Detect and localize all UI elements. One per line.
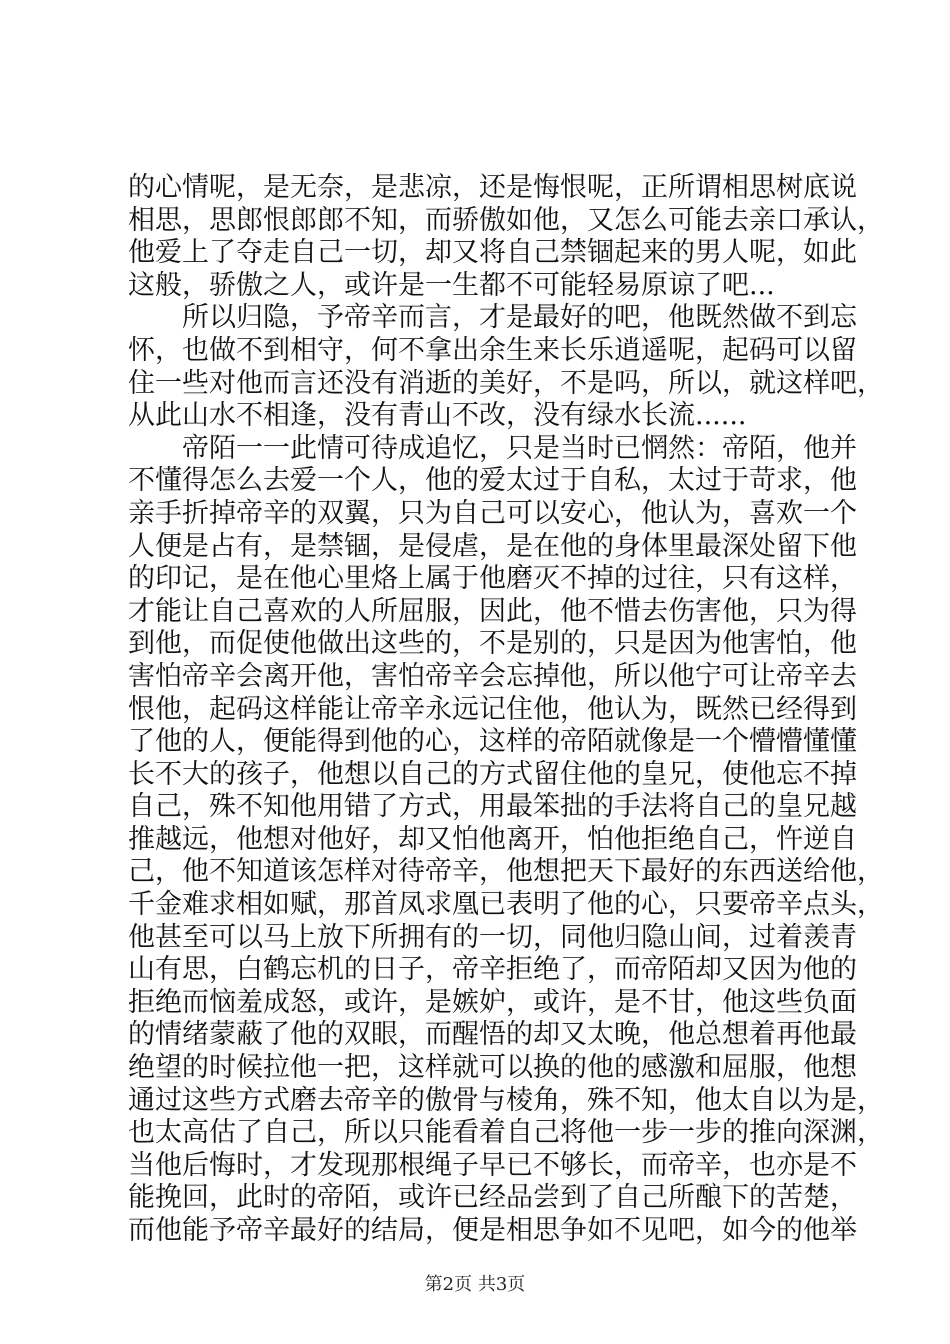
text-line: 而他能予帝辛最好的结局，便是相思争如不见吧，如今的他举 xyxy=(128,1215,857,1246)
text-line: 怀，也做不到相守，何不拿出余生来长乐逍遥呢，起码可以留 xyxy=(128,334,857,366)
page-number-footer: 第2页 共3页 xyxy=(424,1274,526,1295)
text-line: 这般，骄傲之人，或许是一生都不可能轻易原谅了吧... xyxy=(128,269,775,301)
text-line: 己，他不知道该怎样对待帝辛，他想把天下最好的东西送给他， xyxy=(128,856,884,888)
text-line: 害怕帝辛会离开他，害怕帝辛会忘掉他，所以他宁可让帝辛去 xyxy=(128,660,857,692)
text-line: 了他的人，便能得到他的心，这样的帝陌就像是一个懵懵懂懂 xyxy=(128,726,857,758)
text-line: 自己，殊不知他用错了方式，用最笨拙的手法将自己的皇兄越 xyxy=(128,791,857,823)
text-line: 当他后悔时，才发现那根绳子早已不够长，而帝辛，也亦是不 xyxy=(128,1149,857,1181)
text-line: 长不大的孩子，他想以自己的方式留住他的皇兄，使他忘不掉 xyxy=(128,758,857,790)
text-line: 才能让自己喜欢的人所屈服，因此，他不惜去伤害他，只为得 xyxy=(128,595,857,627)
text-line: 也太高估了自己，所以只能看着自己将他一步一步的推向深渊， xyxy=(128,1117,884,1149)
text-line: 人便是占有，是禁锢，是侵虐，是在他的身体里最深处留下他 xyxy=(128,530,857,562)
text-line: 从此山水不相逢，没有青山不改，没有绿水长流...... xyxy=(128,400,747,432)
paragraph-start-line: 帝陌一一此情可待成追忆，只是当时已惘然：帝陌，他并 xyxy=(182,432,857,464)
text-line: 千金难求相如赋，那首凤求凰已表明了他的心，只要帝辛点头， xyxy=(128,889,884,921)
text-line: 相思，思郎恨郎郎不知，而骄傲如他，又怎么可能去亲口承认， xyxy=(128,204,884,236)
text-line: 拒绝而恼羞成怒，或许，是嫉妒，或许，是不甘，他这些负面 xyxy=(128,986,857,1018)
text-line: 亲手折掉帝辛的双翼，只为自己可以安心，他认为，喜欢一个 xyxy=(128,497,857,529)
text-line: 山有思，白鹤忘机的日子，帝辛拒绝了，而帝陌却又因为他的 xyxy=(128,954,857,986)
text-line: 绝望的时候拉他一把，这样就可以换的他的感激和屈服，他想 xyxy=(128,1052,857,1084)
text-line: 他甚至可以马上放下所拥有的一切，同他归隐山间，过着羡青 xyxy=(128,921,857,953)
text-line: 通过这些方式磨去帝辛的傲骨与棱角，殊不知，他太自以为是， xyxy=(128,1084,884,1116)
text-line: 到他，而促使他做出这些的，不是别的，只是因为他害怕，他 xyxy=(128,628,857,660)
text-line: 不懂得怎么去爱一个人，他的爱太过于自私，太过于苛求，他 xyxy=(128,465,857,497)
text-line: 的心情呢，是无奈，是悲凉，还是悔恨呢，正所谓相思树底说 xyxy=(128,172,857,203)
text-line: 的情绪蒙蔽了他的双眼，而醒悟的却又太晚，他总想着再他最 xyxy=(128,1019,857,1051)
text-line: 住一些对他而言还没有消逝的美好，不是吗，所以，就这样吧， xyxy=(128,367,884,399)
text-line: 他爱上了夺走自己一切，却又将自己禁锢起来的男人呢，如此 xyxy=(128,237,857,269)
paragraph-start-line: 所以归隐，予帝辛而言，才是最好的吧，他既然做不到忘 xyxy=(182,302,857,334)
text-line: 恨他，起码这样能让帝辛永远记住他，他认为，既然已经得到 xyxy=(128,693,857,725)
text-line: 推越远，他想对他好，却又怕他离开，怕他拒绝自己，忤逆自 xyxy=(128,823,857,855)
text-line: 的印记，是在他心里烙上属于他磨灭不掉的过往，只有这样， xyxy=(128,563,857,595)
body-text xyxy=(128,172,884,1248)
text-line: 能挽回，此时的帝陌，或许已经品尝到了自己所酿下的苦楚， xyxy=(128,1182,857,1214)
